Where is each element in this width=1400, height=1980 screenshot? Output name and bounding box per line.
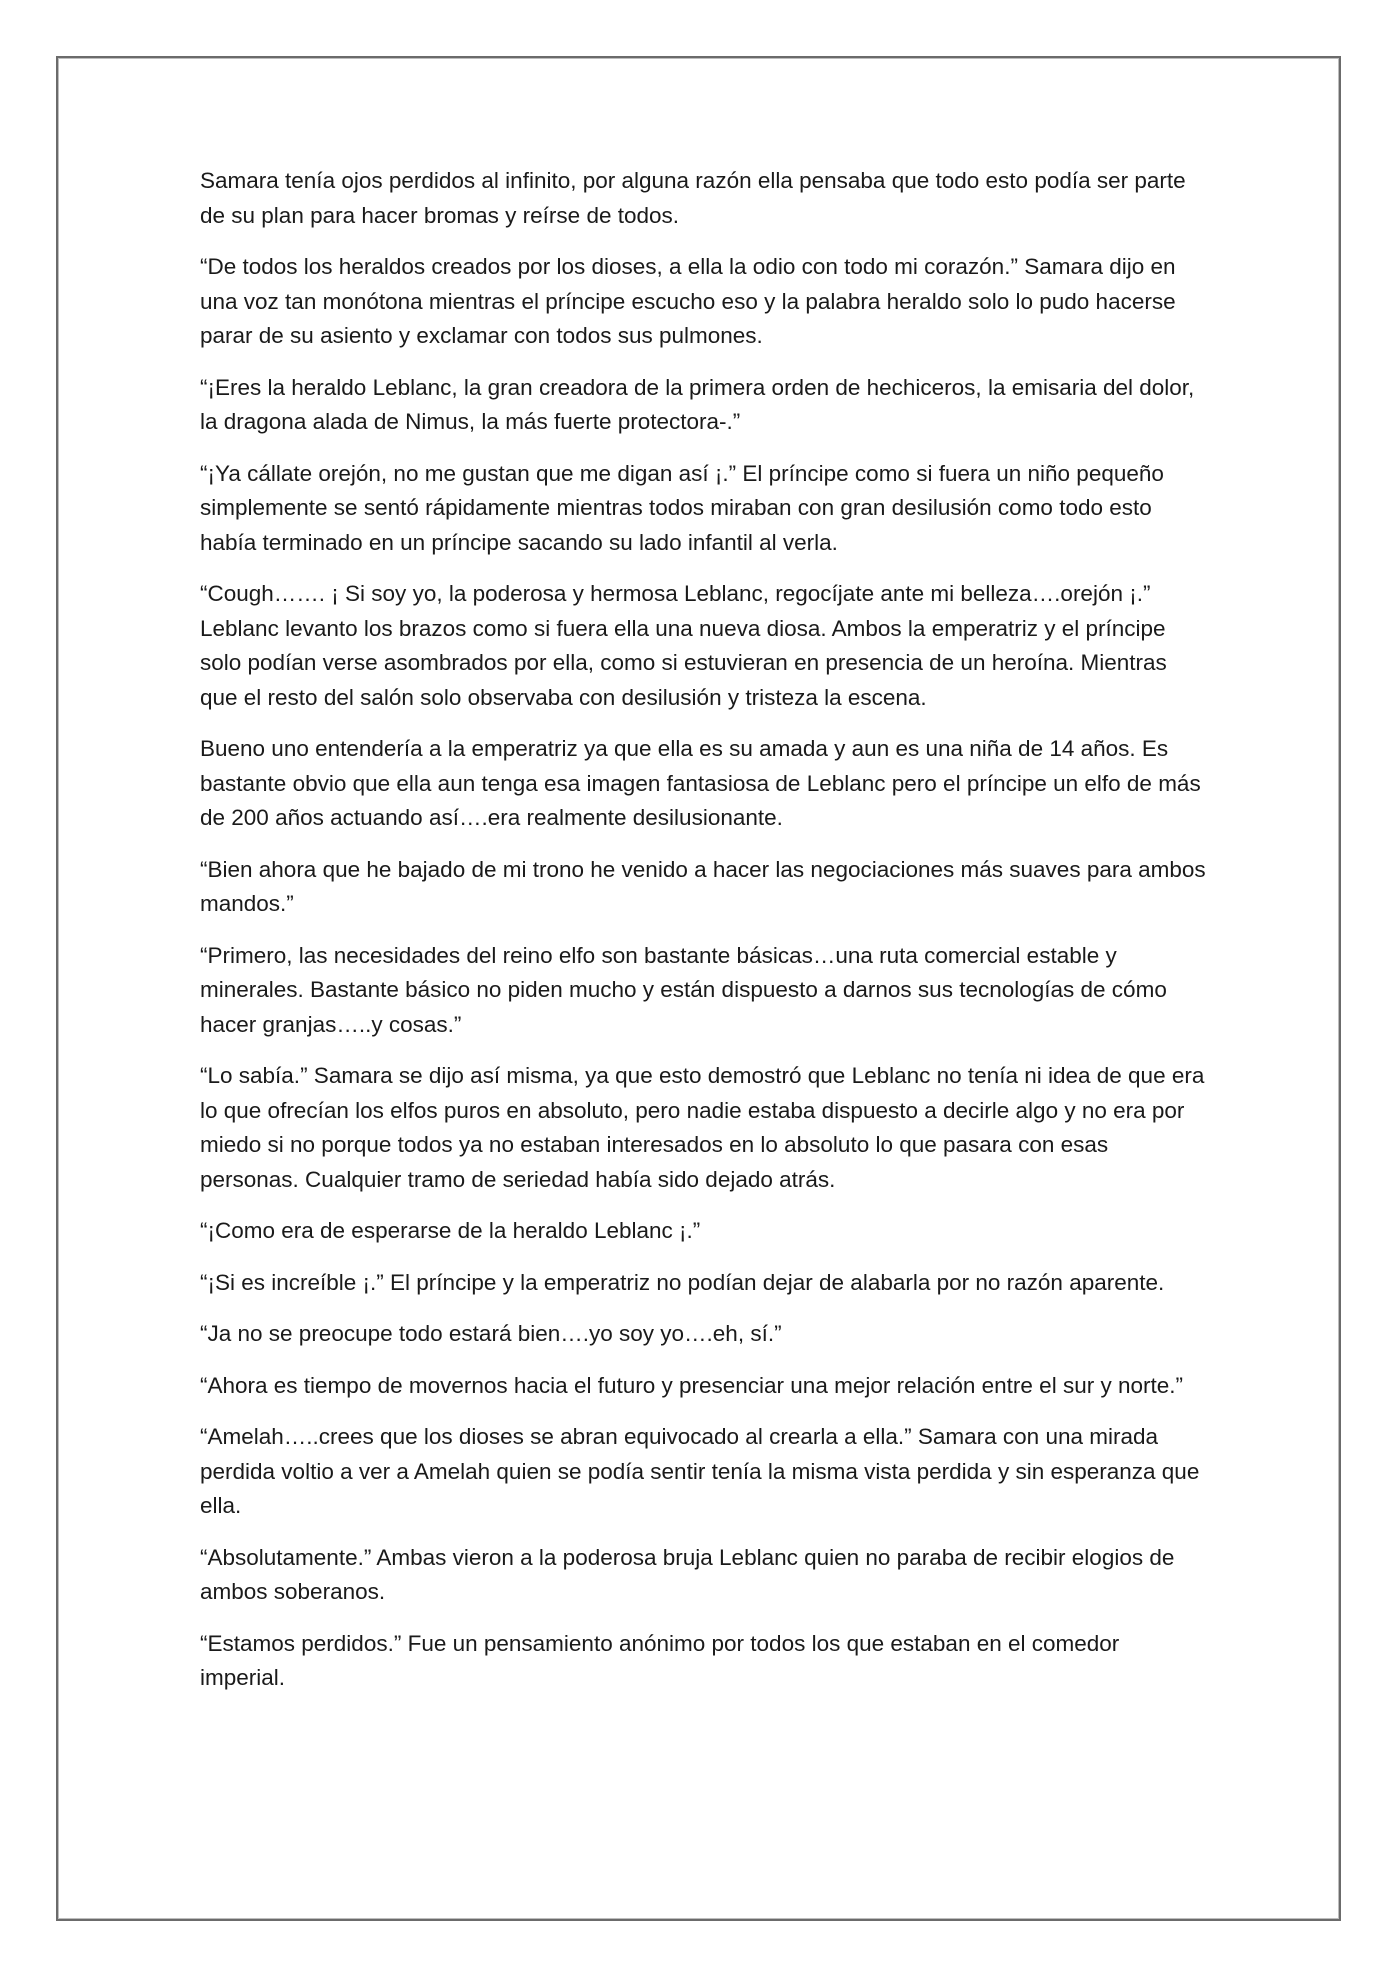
paragraph: “Ja no se preocupe todo estará bien….yo soy yo….eh, sí.” [200, 1321, 782, 1346]
paragraph: Bueno uno entendería a la emperatriz ya que ella es su amada y aun es una niña de 14 años. Es bastante obvio que ella aun tenga esa imagen fantasiosa de Leblanc pero el príncipe un elfo de más de 200 años actuando así….era realmente desilusionante. [200, 736, 1201, 830]
document-body [200, 164, 1210, 1713]
paragraph: “Lo sabía.” Samara se dijo así misma, ya que esto demostró que Leblanc no tenía ni idea de que era lo que ofrecían los elfos puros en absoluto, pero nadie estaba dispuesto a decirle algo y no era por miedo si no porque todos ya no estaban interesados en lo absoluto lo que pasara con esas personas. Cualquier tramo de seriedad había sido dejado atrás. [200, 1063, 1205, 1192]
paragraph: “Amelah…..crees que los dioses se abran equivocado al crearla a ella.” Samara con una mirada perdida voltio a ver a Amelah quien se podía sentir tenía la misma vista perdida y sin esperanza que ella. [200, 1424, 1200, 1518]
paragraph: “Cough……. ¡ Si soy yo, la poderosa y hermosa Leblanc, regocíjate ante mi belleza….orejón ¡.” Leblanc levanto los brazos como si fuera ella una nueva diosa. Ambos la emperatriz y el príncipe solo podían verse asombrados por ella, como si estuvieran en presencia de un heroína. Mientras que el resto del salón solo observaba con desilusión y tristeza la escena. [200, 581, 1167, 710]
paragraph: Samara tenía ojos perdidos al infinito, por alguna razón ella pensaba que todo esto podía ser parte de su plan para hacer bromas y reírse de todos. [200, 168, 1186, 228]
paragraph: “Ahora es tiempo de movernos hacia el futuro y presenciar una mejor relación entre el sur y norte.” [200, 1372, 1183, 1398]
paragraph: “Absolutamente.” Ambas vieron a la poderosa bruja Leblanc quien no paraba de recibir elogios de ambos soberanos. [200, 1544, 1175, 1604]
paragraph: “¡Eres la heraldo Leblanc, la gran creadora de la primera orden de hechiceros, la emisaria del dolor, la dragona alada de Nimus, la más fuerte protectora-.” [200, 374, 1195, 434]
paragraph: “Bien ahora que he bajado de mi trono he venido a hacer las negociaciones más suaves para ambos mandos.” [200, 856, 1206, 916]
paragraph: “De todos los heraldos creados por los dioses, a ella la odio con todo mi corazón.” Samara dijo en una voz tan monótona mientras el príncipe escucho eso y la palabra heraldo solo lo pudo hacerse parar de su asiento y exclamar con todos sus pulmones. [200, 254, 1176, 348]
paragraph: “¡Como era de esperarse de la heraldo Leblanc ¡.” [200, 1218, 701, 1243]
paragraph: “Primero, las necesidades del reino elfo son bastante básicas…una ruta comercial estable y minerales. Bastante básico no piden mucho y están dispuesto a darnos sus tecnologías de cómo hacer granjas…..y cosas.” [200, 942, 1167, 1037]
paragraph: “¡Si es increíble ¡.” El príncipe y la emperatriz no podían dejar de alabarla por no razón aparente. [200, 1269, 1165, 1295]
paragraph: “¡Ya cállate orejón, no me gustan que me digan así ¡.” El príncipe como si fuera un niño pequeño simplemente se sentó rápidamente mientras todos miraban con gran desilusión como todo esto había terminado en un príncipe sacando su lado infantil al verla. [200, 460, 1164, 555]
paragraph: “Estamos perdidos.” Fue un pensamiento anónimo por todos los que estaban en el comedor imperial. [200, 1630, 1120, 1690]
